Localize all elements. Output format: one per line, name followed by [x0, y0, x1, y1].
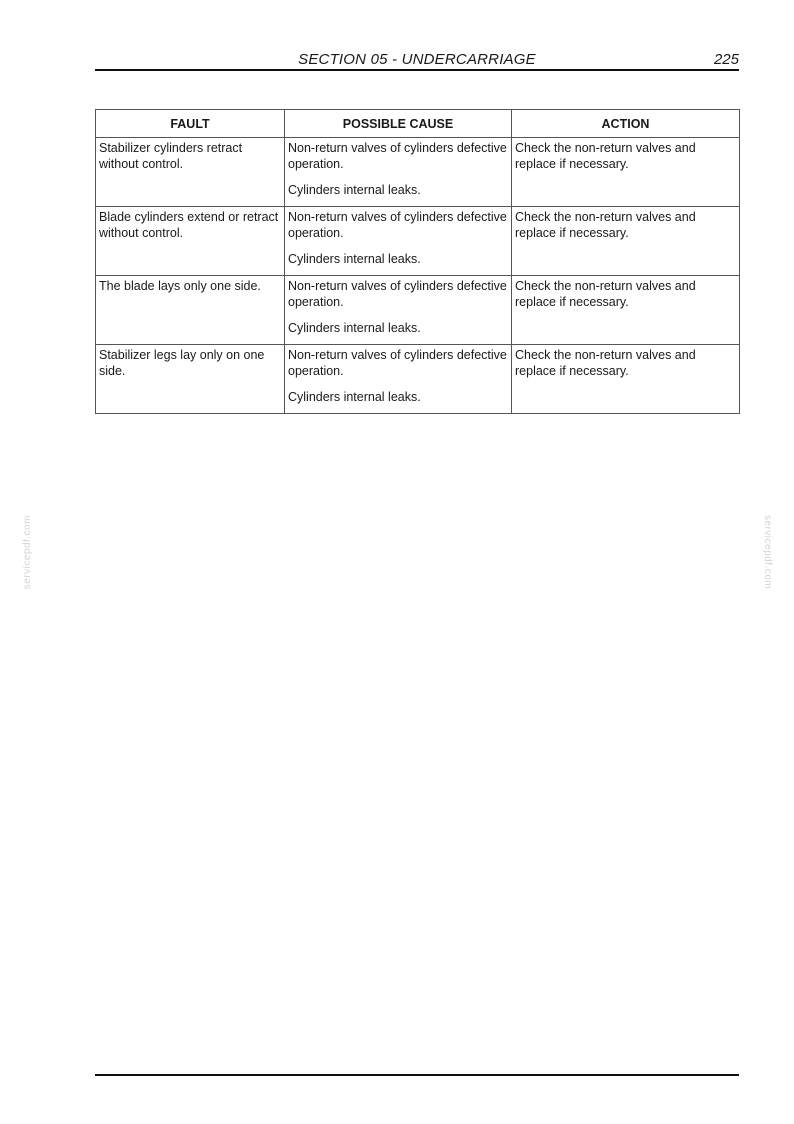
watermark-right: servicepdf.com [762, 515, 773, 590]
cause-cell [285, 207, 512, 276]
table-row [96, 138, 740, 207]
cause-text: Non-return valves of cylinders defective operation. [288, 141, 507, 171]
cause-text: Cylinders internal leaks. [288, 390, 421, 404]
cause-cell [285, 345, 512, 414]
column-header-fault: FAULT [96, 110, 285, 138]
action-cell: Check the non-return valves and replace if necessary. [512, 345, 740, 414]
cause-text: Non-return valves of cylinders defective operation. [288, 348, 507, 378]
table-row [96, 345, 740, 414]
cause-text: Non-return valves of cylinders defective operation. [288, 279, 507, 309]
fault-cell: Stabilizer cylinders retract without control. [96, 138, 285, 207]
cause-cell [285, 276, 512, 345]
column-header-possible-cause: POSSIBLE CAUSE [285, 110, 512, 138]
fault-cell: Blade cylinders extend or retract without control. [96, 207, 285, 276]
action-cell: Check the non-return valves and replace if necessary. [512, 207, 740, 276]
fault-cell: The blade lays only one side. [96, 276, 285, 345]
section-title: SECTION 05 - UNDERCARRIAGE [298, 51, 536, 68]
watermark-left: servicepdf.com [22, 515, 33, 590]
cause-text: Cylinders internal leaks. [288, 252, 421, 266]
fault-cell: Stabilizer legs lay only on one side. [96, 345, 285, 414]
cause-text: Non-return valves of cylinders defective operation. [288, 210, 507, 240]
table-row [96, 276, 740, 345]
cause-text: Cylinders internal leaks. [288, 183, 421, 197]
action-cell: Check the non-return valves and replace if necessary. [512, 138, 740, 207]
footer-rule [95, 1074, 739, 1076]
table-header-row [96, 110, 740, 138]
column-header-action: ACTION [512, 110, 740, 138]
table-row [96, 207, 740, 276]
cause-text: Cylinders internal leaks. [288, 321, 421, 335]
troubleshooting-table [95, 109, 740, 414]
action-cell: Check the non-return valves and replace if necessary. [512, 276, 740, 345]
page-number: 225 [713, 51, 739, 68]
page-header [95, 50, 739, 71]
cause-cell [285, 138, 512, 207]
